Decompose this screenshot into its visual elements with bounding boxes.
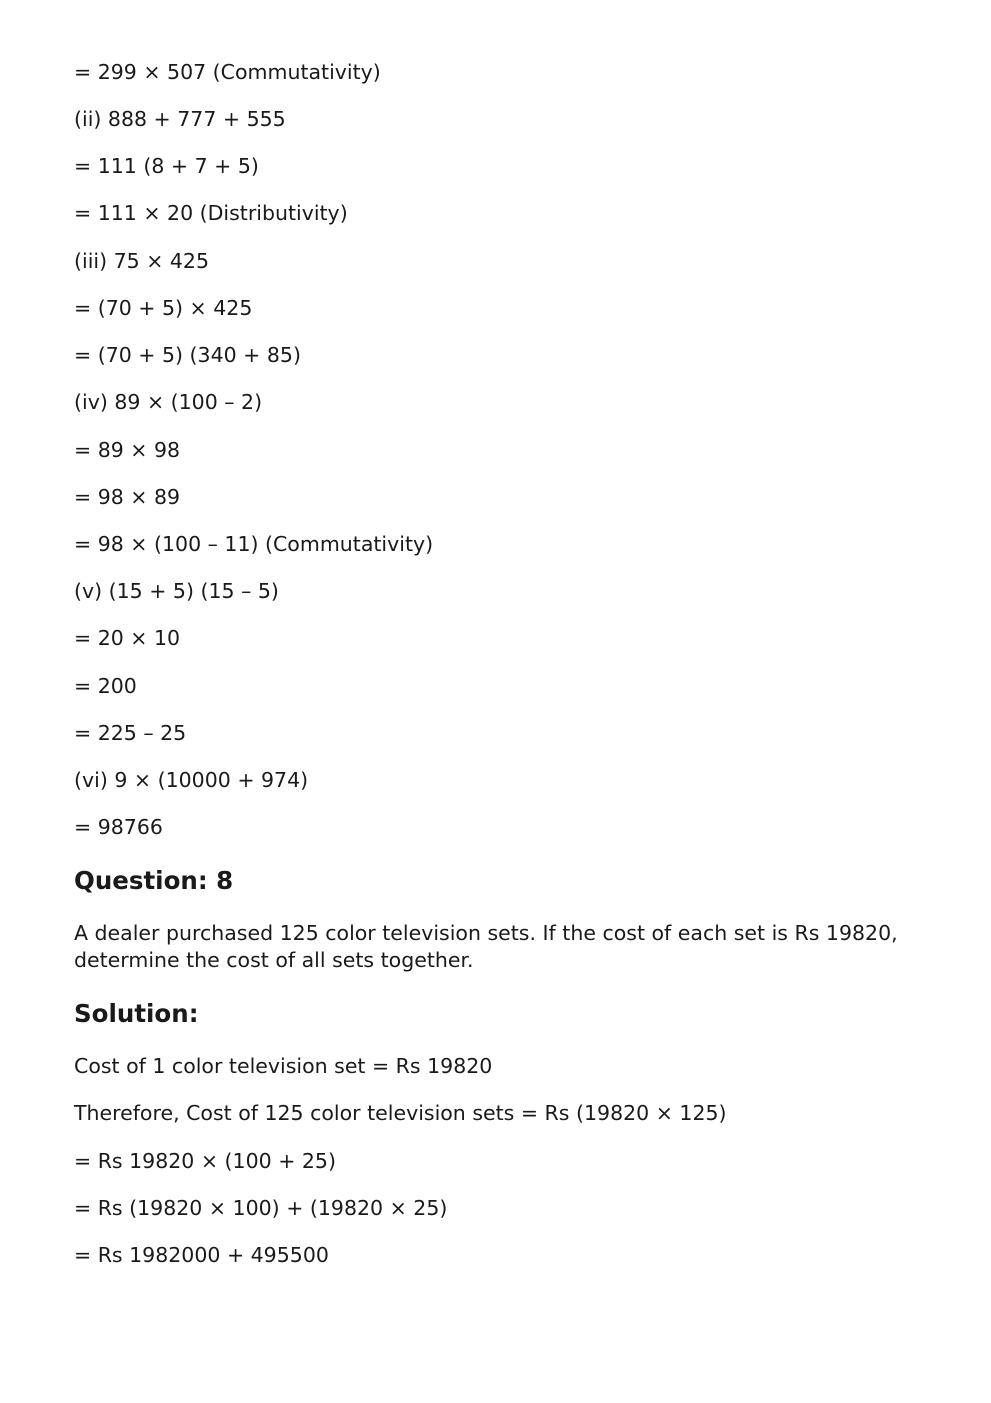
answer-line: = 111 (8 + 7 + 5): [74, 154, 259, 178]
solution-line: Cost of 1 color television set = Rs 19820: [74, 1054, 493, 1078]
answer-line: = (70 + 5) × 425: [74, 296, 253, 320]
answer-line: = (70 + 5) (340 + 85): [74, 343, 301, 367]
answer-line: = 111 × 20 (Distributivity): [74, 201, 348, 225]
solution-line: = Rs (19820 × 100) + (19820 × 25): [74, 1196, 448, 1220]
question-text-line: A dealer purchased 125 color television sets. If the cost of each set is Rs 19820,: [74, 921, 898, 945]
solution-line: Therefore, Cost of 125 color television sets = Rs (19820 × 125): [74, 1101, 727, 1125]
solution-line: = Rs 1982000 + 495500: [74, 1243, 329, 1267]
answer-line: = 225 – 25: [74, 721, 187, 745]
answer-line: (iii) 75 × 425: [74, 249, 210, 273]
question-heading: Question: 8: [74, 866, 234, 895]
answer-line: (vi) 9 × (10000 + 974): [74, 768, 309, 792]
question-text-line: determine the cost of all sets together.: [74, 948, 474, 972]
answer-line: = 98 × 89: [74, 485, 181, 509]
solution-heading: Solution:: [74, 999, 199, 1028]
answer-line: = 98766: [74, 815, 163, 839]
solution-line: = Rs 19820 × (100 + 25): [74, 1149, 336, 1173]
answer-line: = 200: [74, 674, 137, 698]
answer-line: (iv) 89 × (100 – 2): [74, 390, 263, 414]
answer-line: = 89 × 98: [74, 438, 181, 462]
answer-line: (v) (15 + 5) (15 – 5): [74, 579, 279, 603]
answer-line: = 98 × (100 – 11) (Commutativity): [74, 532, 434, 556]
answer-line: = 20 × 10: [74, 626, 181, 650]
answer-line: = 299 × 507 (Commutativity): [74, 60, 381, 84]
answer-line: (ii) 888 + 777 + 555: [74, 107, 286, 131]
